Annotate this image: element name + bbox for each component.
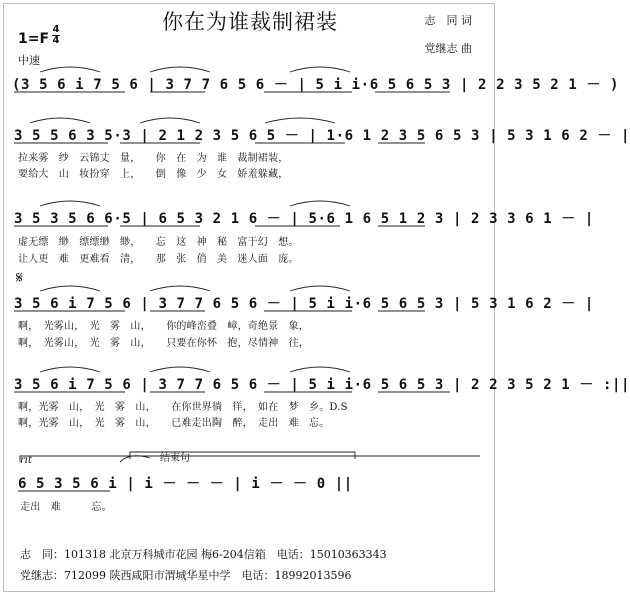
system-4-lyric-1: 啊，光雾 山， 光 雾 山， 在你世界徜 徉， 如在 梦 乡。D.S — [18, 402, 348, 413]
slur-mark — [290, 67, 350, 72]
slur-mark — [40, 67, 100, 72]
tempo-marking: 中速 — [18, 54, 40, 67]
system-5-notation: 6 5 3 5 6 i | i － － － | i － － 0 || — [18, 476, 353, 492]
key-signature: 1=F — [18, 31, 50, 47]
lyricist-credit: 志 同 词 — [424, 14, 472, 27]
system-3-lyric-2: 啊， 光雾山， 光 雾 山， 只要在你怀 抱，尽情神 往， — [18, 338, 309, 349]
system-4-lyric-2: 啊，光雾 山， 光 雾 山， 已难走出陶 醉， 走出 难 忘。 — [18, 418, 330, 429]
rit-marking: rit — [20, 455, 32, 466]
time-signature-top: 4 — [52, 24, 60, 35]
system-2-lyric-2: 让人更 难 更难看 清， 那 张 俏 美 迷人面 庞。 — [18, 254, 299, 265]
slur-mark — [140, 118, 200, 123]
system-3-notation: 3 5 6 i 7 5 6 | 3 7 7 6 5 6 － | 5 i i·6 5 6 5 3 | 5 3 1 6 2 － | — [14, 296, 594, 312]
ending-phrase-label: 结束句 — [160, 453, 190, 464]
slur-mark — [40, 286, 100, 291]
composer-contact: 党继志：712099 陕西咸阳市渭城华星中学 电话：18992013596 — [20, 569, 352, 582]
slur-mark — [40, 201, 100, 206]
slur-mark — [290, 367, 350, 372]
slur-mark — [265, 118, 335, 123]
system-2-notation: 3 5 3 5 6 6·5 | 6 5 3 2 1 6 － | 5·6 1 6 5 1 2 3 | 2 3 3 6 1 － | — [14, 211, 594, 227]
lyricist-contact: 志 同：101318 北京万科城市花园 梅6-204信箱 电话：15010363343 — [20, 548, 387, 561]
rit-line — [20, 456, 480, 462]
intro-notation: (3 5 6 i 7 5 6 | 3 7 7 6 5 6 － | 5 i i·6 5 6 5 3 | 2 2 3 5 2 1 － ) — [12, 77, 620, 93]
time-signature-bottom: 4 — [52, 35, 60, 46]
system-4-notation: 3 5 6 i 7 5 6 | 3 7 7 6 5 6 － | 5 i i·6 5 6 5 3 | 2 2 3 5 2 1 － :|| — [14, 377, 630, 393]
slur-mark — [150, 367, 210, 372]
slur-mark — [30, 118, 90, 123]
slur-mark — [150, 67, 210, 72]
slur-mark — [150, 286, 210, 291]
system-1-lyric-2: 要给大 山 妆扮穿 上， 倒 像 少 女 娇羞躲藏， — [18, 169, 289, 180]
system-2-lyric-1: 虚无缥 缈 缥缥缈 缈， 忘 这 神 秘 富于幻 想。 — [18, 237, 299, 248]
slur-mark — [290, 201, 350, 206]
system-5-lyric-1: 走出 难 忘。 — [20, 502, 112, 513]
composer-credit: 党继志 曲 — [424, 42, 472, 55]
system-1-notation: 3 5 5 6 3 5·3 | 2 1 2 3 5 6 5 － | 1·6 1 2 3 5 6 5 3 | 5 3 1 6 2 － | — [14, 128, 630, 144]
slur-mark — [290, 286, 350, 291]
song-title: 你在为谁裁制裙装 — [162, 10, 338, 34]
segno-sign: 𝄋 — [16, 268, 23, 287]
system-3-lyric-1: 啊， 光雾山， 光 雾 山， 你的峰峦叠 嶂，奇绝景 象， — [18, 321, 309, 332]
ending-bracket — [130, 452, 355, 459]
system-1-lyric-1: 拉来雾 纱 云锦丈 量， 你 在 为 谁 裁制裙装， — [18, 153, 289, 164]
slur-mark — [120, 456, 150, 462]
slur-mark — [40, 367, 100, 372]
